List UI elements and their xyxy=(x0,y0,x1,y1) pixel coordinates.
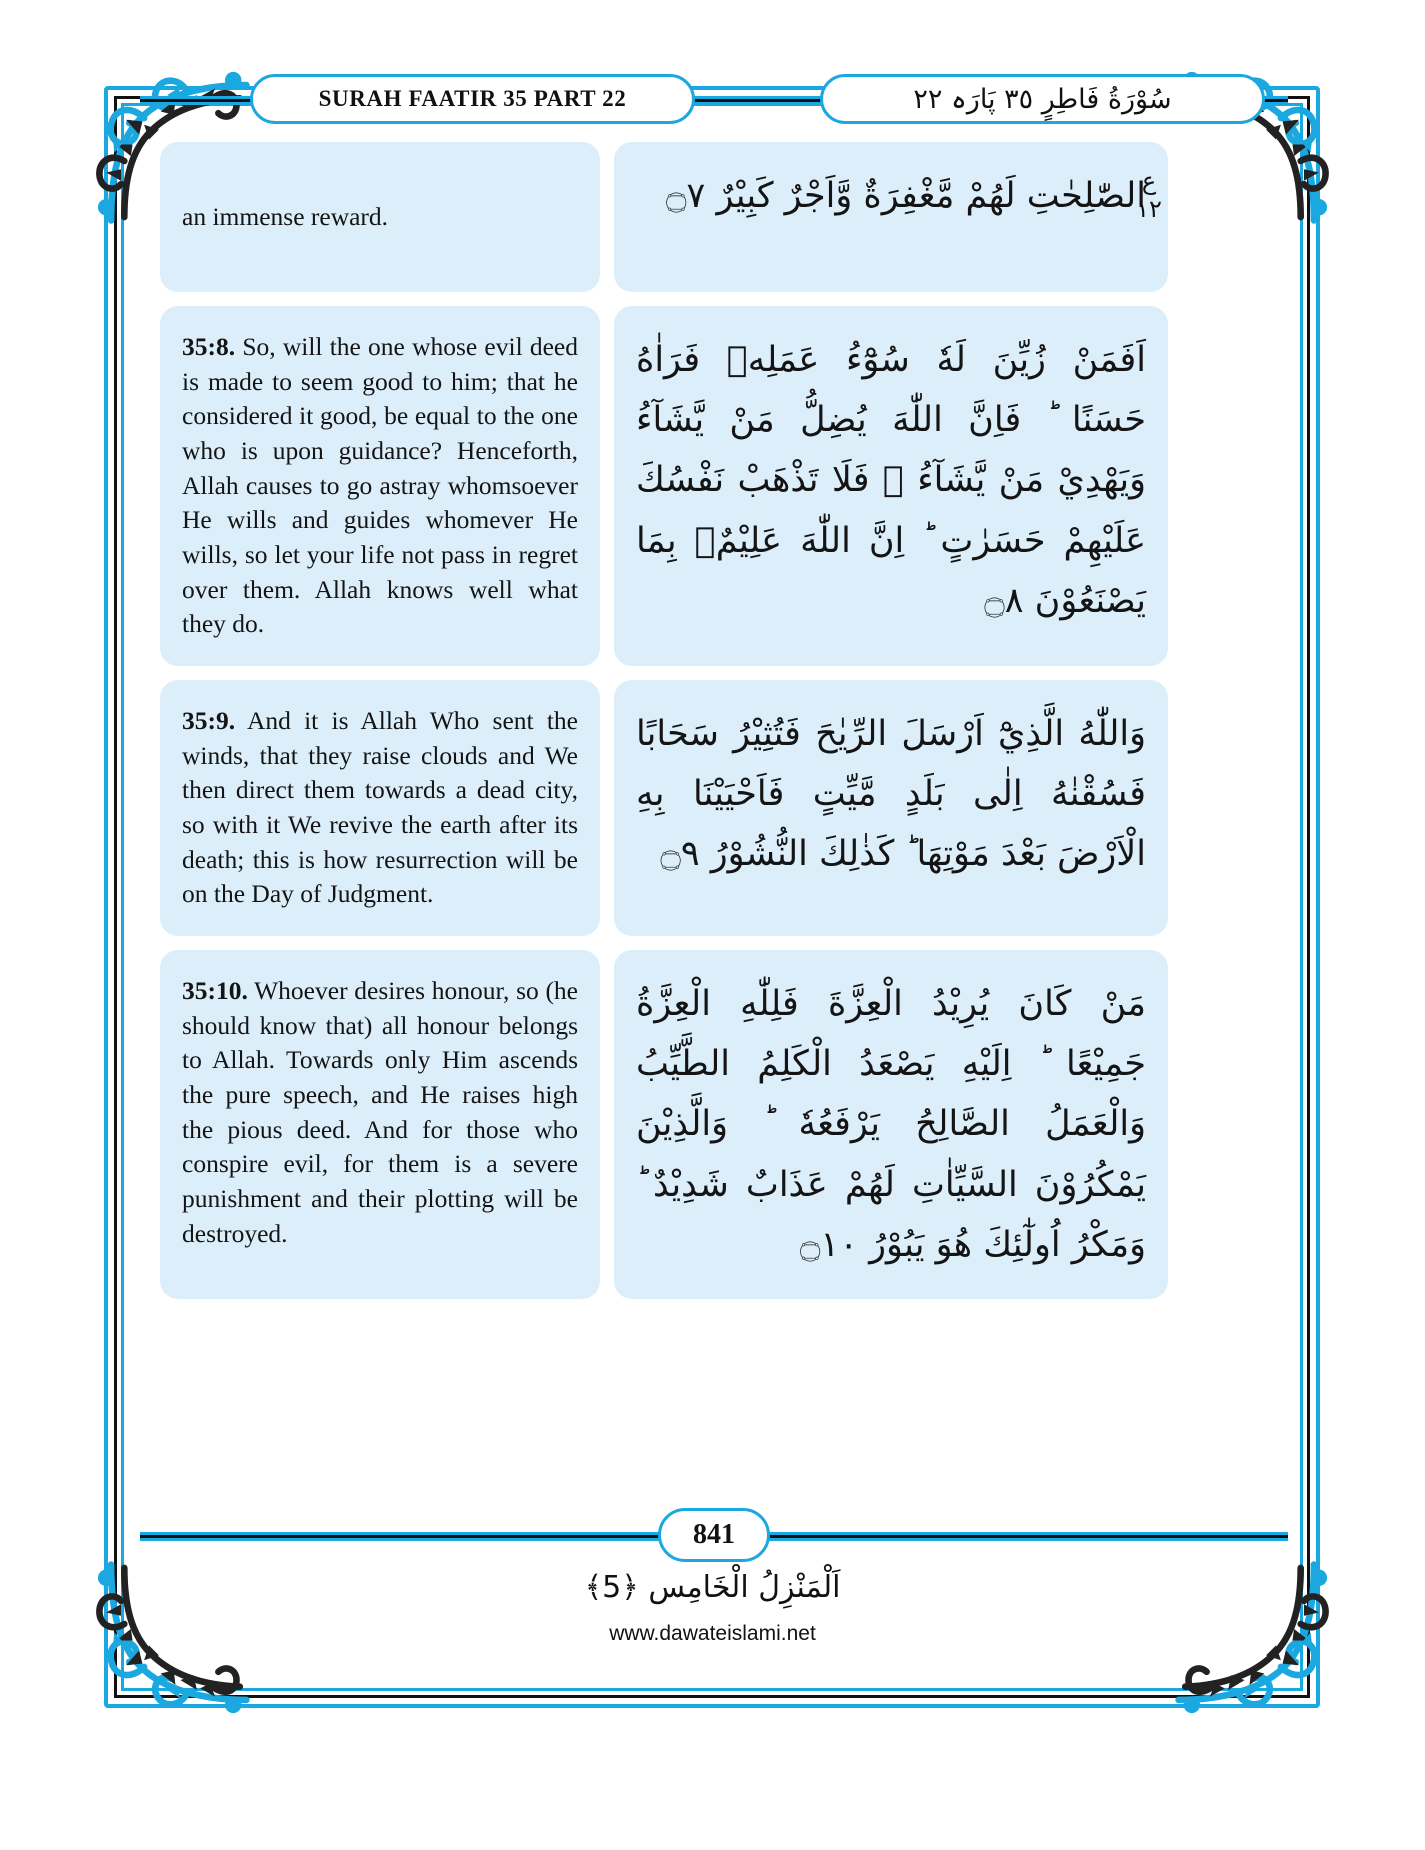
verse-row xyxy=(160,950,1168,1299)
page-number: 841 xyxy=(658,1508,770,1562)
ruku-symbol: ع xyxy=(1141,167,1157,195)
verse-text-arabic: وَاللّٰهُ الَّذِيْٓ اَرْسَلَ الرِّيٰحَ فَتُثِيْرُ سَحَابًا فَسُقْنٰهُ اِلٰى بَلَدٍ مَّيِّتٍ فَاَحْيَيْنَا بِهِ الْاَرْضَ بَعْدَ مَوْتِهَا ؕ كَذٰلِكَ النُّشُوْرُ ۝٩ xyxy=(614,680,1168,936)
page-footer xyxy=(140,1508,1288,1564)
manzil-label: اَلْمَنْزِلُ الْخَامِس ﴿5﴾ xyxy=(584,1570,841,1605)
verse-translation-english: 35:9. And it is Allah Who sent the winds, that they raise clouds and We then direct them towards a dead city, so with it We revive the earth after its death; this is how resurrection will be on the Day of Judgment. xyxy=(160,680,600,936)
surah-title-english: SURAH FAATIR 35 PART 22 xyxy=(318,86,627,111)
verse-translation-english: an immense reward. xyxy=(160,142,600,292)
website-url[interactable]: www.dawateislami.net xyxy=(609,1622,816,1645)
verse-text-arabic: مَنْ كَانَ يُرِيْدُ الْعِزَّةَ فَلِلّٰهِ الْعِزَّةُ جَمِيْعًا ؕ اِلَيْهِ يَصْعَدُ الْكَلِمُ الطَّيِّبُ وَالْعَمَلُ الصَّالِحُ يَرْفَعُهٗ ؕ وَالَّذِيْنَ يَمْكُرُوْنَ السَّيِّاٰتِ لَهُمْ عَذَابٌ شَدِيْدٌ ؕ وَمَكْرُ اُولٰٓئِكَ هُوَ يَبُوْرُ ۝١٠ xyxy=(614,950,1168,1299)
header-arabic-pill xyxy=(820,74,1265,124)
verse-list xyxy=(160,142,1168,1299)
verse-text-arabic: الصّٰلِحٰتِ لَهُمْ مَّغْفِرَةٌ وَّاَجْرٌ كَبِيْرٌ ۝٧ xyxy=(614,142,1168,292)
ruku-count: ١٢ xyxy=(1136,194,1162,223)
verse-row xyxy=(160,306,1168,666)
verse-translation-english: 35:10. Whoever desires honour, so (he should know that) all honour belongs to Allah. Towards only Him ascends the pure speech, and He raises high the pious deed. And for those who conspire evil, for them is a severe punishment and their plotting will be destroyed. xyxy=(160,950,600,1299)
surah-title-arabic: سُوْرَةُ فَاطِرٍ ٣٥ پَارَہ ٢٢ xyxy=(913,83,1172,115)
verse-row xyxy=(160,680,1168,936)
ruku-marker xyxy=(1126,168,1172,223)
verse-text-arabic: اَفَمَنْ زُيِّنَ لَهٗ سُوْٓءُ عَمَلِهٖ فَرَاٰهُ حَسَنًا ؕ فَاِنَّ اللّٰهَ يُضِلُّ مَنْ يَّشَآءُ وَيَهْدِيْ مَنْ يَّشَآءُ ۫ فَلَا تَذْهَبْ نَفْسُكَ عَلَيْهِمْ حَسَرٰتٍ ؕ اِنَّ اللّٰهَ عَلِيْمٌۢ بِمَا يَصْنَعُوْنَ ۝٨ xyxy=(614,306,1168,666)
verse-translation-english: 35:8. So, will the one whose evil deed is made to seem good to him; that he considered it good, be equal to the one who is upon guidance? Henceforth, Allah causes to go astray whomsoever He wills and guides whomever He wills, so let your life not pass in regret over them. Allah knows well what they do. xyxy=(160,306,600,666)
header-english-pill xyxy=(250,74,695,124)
page-header xyxy=(140,74,1288,126)
verse-row xyxy=(160,142,1168,292)
